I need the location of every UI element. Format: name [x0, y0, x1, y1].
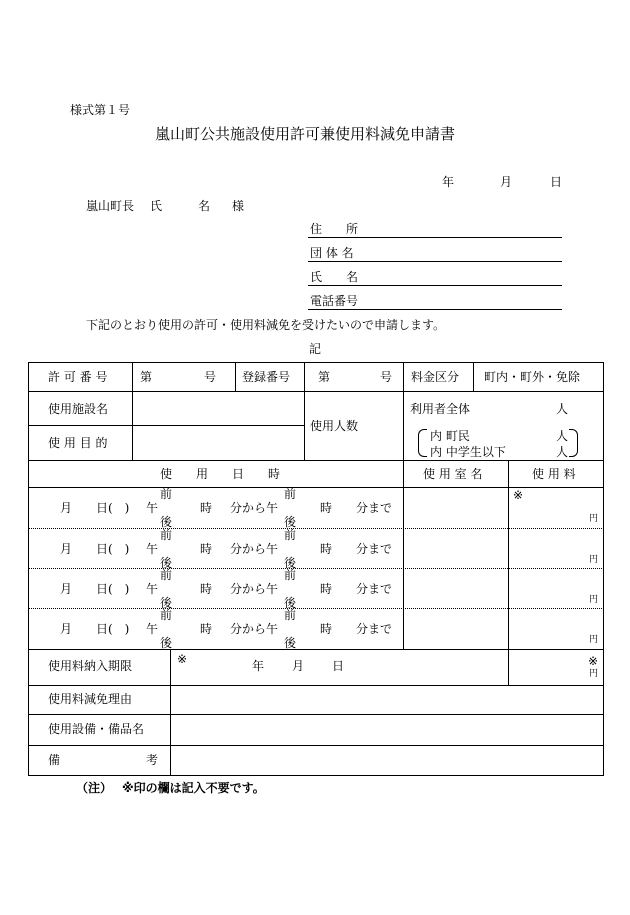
- schedule-month: 月: [60, 622, 73, 636]
- total-users-label: 利用者全体: [410, 402, 471, 416]
- group-name-line[interactable]: [308, 261, 562, 262]
- room-name-header: 使 用 室 名: [423, 467, 483, 481]
- town-residents-label: 内 町民: [430, 429, 470, 443]
- phone-line[interactable]: [308, 309, 562, 310]
- junior-high-unit: 人: [556, 445, 569, 459]
- row-divider: [28, 745, 604, 746]
- schedule-from: 分から午: [230, 542, 279, 556]
- remarks-label-second: 考: [146, 753, 159, 767]
- schedule-hour: 時: [200, 622, 213, 636]
- addressee-office: 嵐山町長: [86, 199, 135, 213]
- payment-deadline-label: 使用料納入期限: [48, 659, 133, 673]
- col-divider: [403, 362, 404, 391]
- registration-number-suffix: 号: [380, 370, 393, 384]
- schedule-day: 日: [96, 582, 109, 596]
- schedule-suffix-a: 午: [146, 582, 159, 596]
- right-bracket: [569, 429, 578, 457]
- row-divider: [28, 568, 604, 569]
- schedule-from: 分から午: [230, 582, 279, 596]
- col-divider: [235, 362, 236, 391]
- applicant-name-line[interactable]: [308, 285, 562, 286]
- row-divider: [28, 714, 604, 715]
- fee-class-label: 料金区分: [411, 370, 460, 384]
- schedule-am: 前: [160, 528, 173, 542]
- schedule-fee-yen: 円: [589, 595, 599, 605]
- fee-header: 使 用 料: [532, 467, 576, 481]
- schedule-weekday: ( ): [108, 622, 130, 636]
- deadline-day: 日: [332, 659, 345, 673]
- schedule-suffix-a: 午: [146, 622, 159, 636]
- schedule-hour: 時: [320, 501, 333, 515]
- schedule-weekday: ( ): [108, 542, 130, 556]
- schedule-am: 前: [284, 487, 297, 501]
- schedule-hour: 時: [320, 542, 333, 556]
- footnote-label: （注）: [76, 781, 113, 795]
- schedule-pm: 後: [160, 515, 173, 529]
- schedule-am: 前: [284, 608, 297, 622]
- exemption-reason-label: 使用料減免理由: [48, 692, 133, 706]
- schedule-pm: 後: [284, 596, 297, 610]
- town-residents-unit: 人: [556, 429, 569, 443]
- schedule-day: 日: [96, 501, 109, 515]
- schedule-pm: 後: [160, 596, 173, 610]
- row-divider: [28, 649, 604, 650]
- schedule-am: 前: [160, 568, 173, 582]
- registration-number-prefix: 第: [318, 370, 331, 384]
- col-divider: [132, 391, 133, 460]
- schedule-hour: 時: [320, 582, 333, 596]
- schedule-fee-yen: 円: [589, 514, 599, 524]
- row-divider: [28, 685, 604, 686]
- schedule-from: 分から午: [230, 622, 279, 636]
- footnote-text: ※印の欄は記入不要です。: [122, 781, 265, 795]
- schedule-hour: 時: [200, 501, 213, 515]
- col-divider: [403, 460, 404, 649]
- schedule-am: 前: [284, 528, 297, 542]
- col-divider: [304, 362, 305, 460]
- remarks-label-first: 備: [48, 753, 61, 767]
- form-number: 様式第１号: [70, 103, 131, 117]
- schedule-suffix-a: 午: [146, 501, 159, 515]
- col-divider: [132, 362, 133, 391]
- row-divider: [28, 608, 604, 609]
- col-divider: [403, 391, 404, 460]
- schedule-weekday: ( ): [108, 582, 130, 596]
- address-line[interactable]: [308, 237, 562, 238]
- schedule-month: 月: [60, 542, 73, 556]
- schedule-fee-mark: ※: [513, 488, 524, 502]
- date-day: 日: [550, 175, 563, 189]
- facility-name-label: 使用施設名: [48, 402, 109, 416]
- intro-text: 下記のとおり使用の許可・使用料減免を受けたいので申請します。: [86, 318, 446, 332]
- schedule-weekday: ( ): [108, 501, 130, 515]
- deadline-month: 月: [292, 659, 305, 673]
- schedule-pm: 後: [160, 636, 173, 650]
- user-count-label: 使用人数: [310, 419, 359, 433]
- schedule-hour: 時: [200, 542, 213, 556]
- addressee-honorific: 様: [232, 199, 245, 213]
- permit-number-suffix: 号: [204, 370, 217, 384]
- schedule-day: 日: [96, 542, 109, 556]
- col-divider: [170, 649, 171, 776]
- schedule-until: 分まで: [356, 582, 393, 596]
- addressee-name-label: 氏 名: [150, 199, 211, 213]
- deadline-fee-mark: ※: [588, 654, 599, 668]
- usage-datetime-header: 使 用 日 時: [160, 467, 281, 481]
- row-divider: [28, 528, 604, 529]
- junior-high-label: 内 中学生以下: [430, 445, 506, 459]
- equipment-label: 使用設備・備品名: [48, 722, 145, 736]
- address-label: 住 所: [310, 222, 359, 236]
- schedule-hour: 時: [320, 622, 333, 636]
- schedule-pm: 後: [284, 636, 297, 650]
- schedule-pm: 後: [160, 556, 173, 570]
- schedule-am: 前: [160, 487, 173, 501]
- schedule-month: 月: [60, 501, 73, 515]
- schedule-until: 分まで: [356, 501, 393, 515]
- col-divider: [473, 362, 474, 391]
- row-divider: [28, 391, 604, 392]
- schedule-from: 分から午: [230, 501, 279, 515]
- schedule-until: 分まで: [356, 542, 393, 556]
- schedule-suffix-a: 午: [146, 542, 159, 556]
- col-divider: [508, 460, 509, 649]
- applicant-name-label: 氏 名: [310, 270, 359, 284]
- schedule-am: 前: [160, 608, 173, 622]
- total-users-unit: 人: [556, 402, 569, 416]
- deadline-mark: ※: [177, 652, 188, 666]
- purpose-label: 使 用 目 的: [48, 436, 108, 450]
- schedule-pm: 後: [284, 556, 297, 570]
- group-name-label: 団 体 名: [310, 246, 354, 260]
- date-month: 月: [500, 175, 513, 189]
- fee-class-options[interactable]: 町内・町外・免除: [484, 370, 581, 384]
- schedule-day: 日: [96, 622, 109, 636]
- row-divider: [28, 460, 604, 461]
- permit-number-prefix: 第: [140, 370, 153, 384]
- schedule-pm: 後: [284, 515, 297, 529]
- row-divider: [28, 425, 304, 426]
- registration-number-label: 登録番号: [242, 370, 291, 384]
- deadline-year: 年: [252, 659, 265, 673]
- left-bracket: [418, 429, 427, 457]
- schedule-hour: 時: [200, 582, 213, 596]
- schedule-am: 前: [284, 568, 297, 582]
- ki-heading: 記: [309, 342, 322, 356]
- permit-number-label: 許 可 番 号: [48, 370, 108, 384]
- form-title: 嵐山町公共施設使用許可兼使用料減免申請書: [155, 125, 456, 143]
- col-divider: [508, 649, 509, 685]
- schedule-month: 月: [60, 582, 73, 596]
- schedule-until: 分まで: [356, 622, 393, 636]
- deadline-fee-yen: 円: [589, 669, 599, 679]
- schedule-fee-yen: 円: [589, 555, 599, 565]
- phone-label: 電話番号: [310, 294, 359, 308]
- date-year: 年: [442, 175, 455, 189]
- schedule-fee-yen: 円: [589, 635, 599, 645]
